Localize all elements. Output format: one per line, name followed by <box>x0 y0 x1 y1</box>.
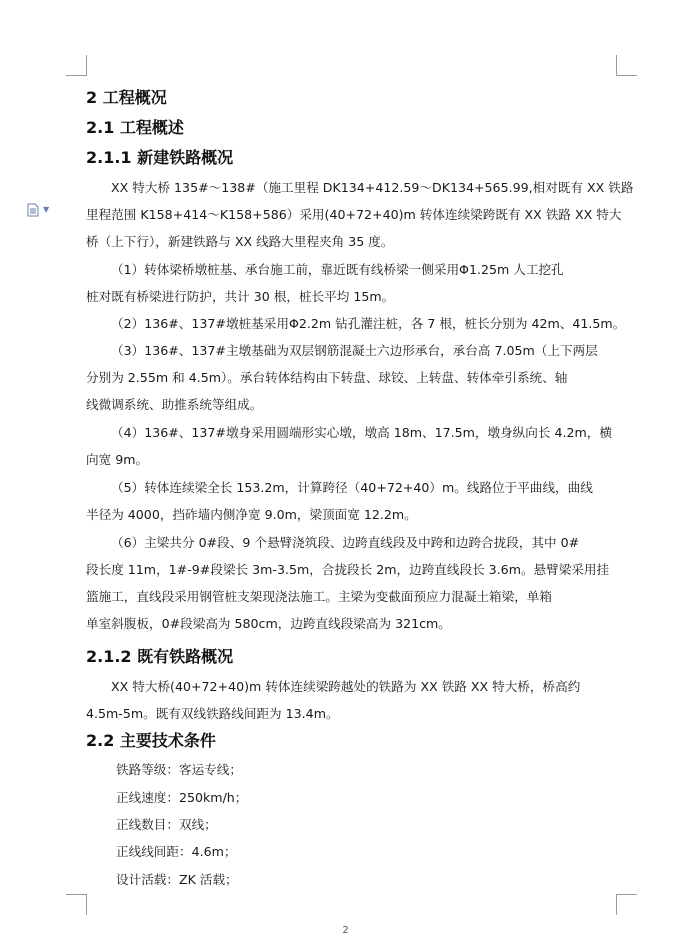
document-options-icon[interactable] <box>26 203 40 217</box>
text-line: 4.5m-5m。既有双线铁路线间距为 13.4m。 <box>86 706 339 721</box>
paragraph-item-6 <box>86 529 616 637</box>
condition-speed: 正线速度：250km/h； <box>116 790 248 805</box>
text-line: （3）136#、137#主墩基础为双层钢筋混凝土六边形承台，承台高 7.05m（上下两层 <box>111 343 598 358</box>
text-line: 段长度 11m，1#-9#段梁长 3m-3.5m，合拢段长 2m，边跨直线段长 3.6m。悬臂梁采用挂 <box>86 562 610 577</box>
chevron-down-icon[interactable]: ▼ <box>43 205 50 214</box>
text-line: XX 特大桥 135#～138#（施工里程 DK134+412.59～DK134+565.99,相对既有 XX 铁路 <box>111 180 634 195</box>
condition-railway-grade: 铁路等级：客运专线； <box>116 762 242 777</box>
text-line: （2）136#、137#墩桩基采用Φ2.2m 钻孔灌注桩，各 7 根，桩长分别为 42m、41.5m。 <box>111 316 626 331</box>
text-line: 半径为 4000，挡砟墙内侧净宽 9.0m，梁顶面宽 12.2m。 <box>86 507 417 522</box>
text-line: 桩对既有桥梁进行防护，共计 30 根，桩长平均 15m。 <box>86 289 395 304</box>
text-line: 桥（上下行），新建铁路与 XX 线路大里程夹角 35 度。 <box>86 234 394 249</box>
text-line: 线微调系统、助推系统等组成。 <box>86 397 263 412</box>
paragraph-overview <box>86 174 634 255</box>
heading-2-1-1: 2.1.1 新建铁路概况 <box>86 148 234 167</box>
heading-2-2: 2.2 主要技术条件 <box>86 731 216 750</box>
paragraph-existing-railway <box>86 673 616 727</box>
paragraph-item-3 <box>86 337 616 418</box>
condition-track-spacing: 正线线间距：4.6m； <box>116 844 237 859</box>
text-line: 分别为 2.55m 和 4.5m）。承台转体结构由下转盘、球铰、上转盘、转体牵引系统、轴 <box>86 370 568 385</box>
paragraph-item-5 <box>86 474 616 528</box>
heading-2: 2 工程概况 <box>86 88 167 107</box>
condition-track-count: 正线数目：双线； <box>116 817 217 832</box>
page-number: 2 <box>342 925 349 936</box>
crop-mark-bottom-right <box>616 894 637 915</box>
crop-mark-top-left <box>66 55 87 76</box>
crop-mark-top-right <box>616 55 637 76</box>
text-line: 单室斜腹板，0#段梁高为 580cm，边跨直线段梁高为 321cm。 <box>86 616 451 631</box>
paragraph-item-1 <box>86 256 616 310</box>
text-line: 向宽 9m。 <box>86 452 149 467</box>
text-line: XX 特大桥(40+72+40)m 转体连续梁跨越处的铁路为 XX 铁路 XX 特大桥，桥高约 <box>111 679 581 694</box>
text-line: 里程范围 K158+414～K158+586）采用(40+72+40)m 转体连续梁跨既有 XX 铁路 XX 特大 <box>86 207 622 222</box>
heading-2-1-2: 2.1.2 既有铁路概况 <box>86 647 234 666</box>
paragraph-item-4 <box>86 419 616 473</box>
text-line: （1）转体梁桥墩桩基、承台施工前，靠近既有线桥梁一侧采用Φ1.25m 人工挖孔 <box>111 262 564 277</box>
crop-mark-bottom-left <box>66 894 87 915</box>
paragraph-item-2 <box>86 310 626 337</box>
condition-design-load: 设计活载：ZK 活载； <box>116 872 238 887</box>
heading-2-1: 2.1 工程概述 <box>86 118 184 137</box>
text-line: （4）136#、137#墩身采用圆端形实心墩，墩高 18m、17.5m，墩身纵向长 4.2m，横 <box>111 425 612 440</box>
text-line: （5）转体连续梁全长 153.2m，计算跨径（40+72+40）m。线路位于平曲线，曲线 <box>111 480 593 495</box>
text-line: （6）主梁共分 0#段、9 个悬臂浇筑段、边跨直线段及中跨和边跨合拢段，其中 0# <box>111 535 580 550</box>
text-line: 篮施工，直线段采用钢管桩支架现浇法施工。主梁为变截面预应力混凝土箱梁，单箱 <box>86 589 552 604</box>
